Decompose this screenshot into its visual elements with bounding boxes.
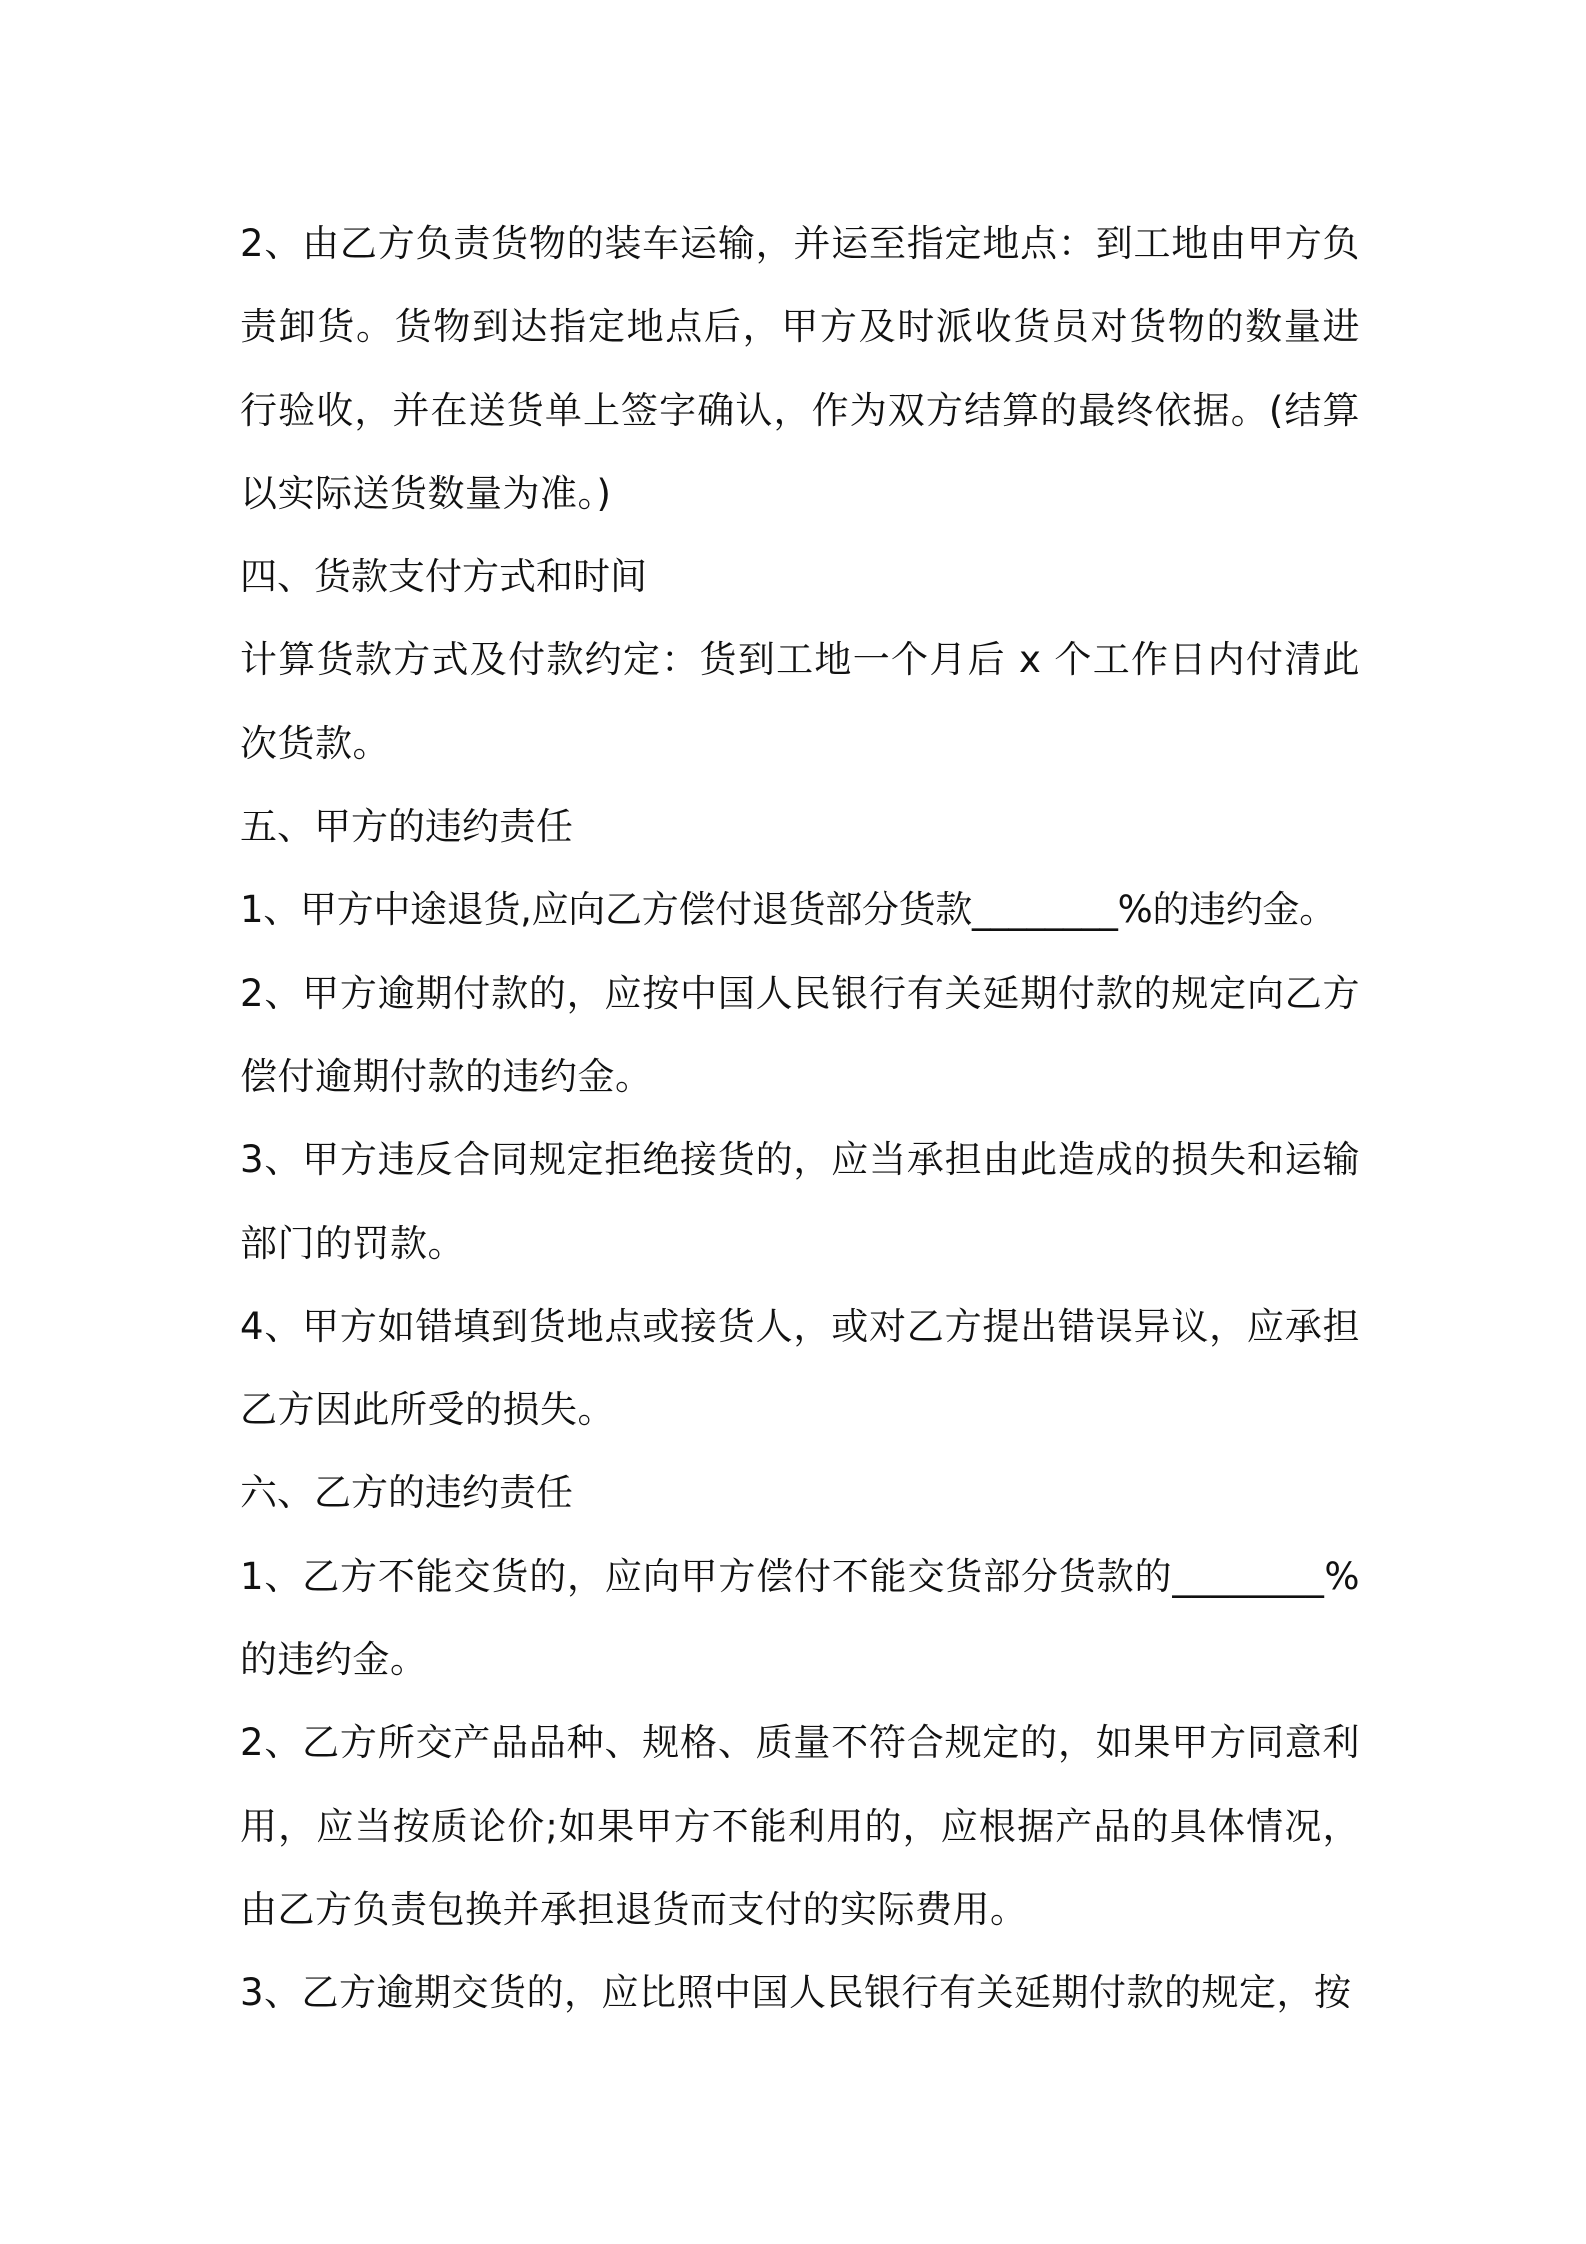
document-body xyxy=(240,202,1360,2035)
party-b-clause-3: 3、乙方逾期交货的，应比照中国人民银行有关延期付款的规定，按 xyxy=(240,1971,1352,2015)
payment-terms-paragraph: 计算货款方式及付款约定：货到工地一个月后 x 个工作日内付清此次货款。 xyxy=(240,638,1360,765)
section-heading-party-b-liability: 六、乙方的违约责任 xyxy=(240,1471,573,1515)
clause-3-2-delivery: 2、由乙方负责货物的装车运输，并运至指定地点：到工地由甲方负责卸货。货物到达指定地点后，甲方及时派收货员对货物的数量进行验收，并在送货单上签字确认，作为双方结算的最终依据。(结算以实际送货数量为准。) xyxy=(240,222,1360,515)
party-b-clause-2: 2、乙方所交产品品种、规格、质量不符合规定的，如果甲方同意利用，应当按质论价;如果甲方不能利用的，应根据产品的具体情况，由乙方负责包换并承担退货而支付的实际费用。 xyxy=(240,1721,1360,1931)
section-heading-party-a-liability: 五、甲方的违约责任 xyxy=(240,805,573,849)
section-heading-payment: 四、货款支付方式和时间 xyxy=(240,555,647,599)
party-b-clause-1: 1、乙方不能交货的，应向甲方偿付不能交货部分货款的________%的违约金。 xyxy=(240,1554,1360,1682)
party-a-clause-2: 2、甲方逾期付款的，应按中国人民银行有关延期付款的规定向乙方偿付逾期付款的违约金。 xyxy=(240,971,1360,1098)
party-a-clause-3: 3、甲方违反合同规定拒绝接货的，应当承担由此造成的损失和运输部门的罚款。 xyxy=(240,1138,1360,1265)
party-a-clause-1: 1、甲方中途退货,应向乙方偿付退货部分货款________%的违约金。 xyxy=(240,888,1336,932)
party-a-clause-4: 4、甲方如错填到货地点或接货人，或对乙方提出错误异议，应承担乙方因此所受的损失。 xyxy=(240,1304,1360,1432)
